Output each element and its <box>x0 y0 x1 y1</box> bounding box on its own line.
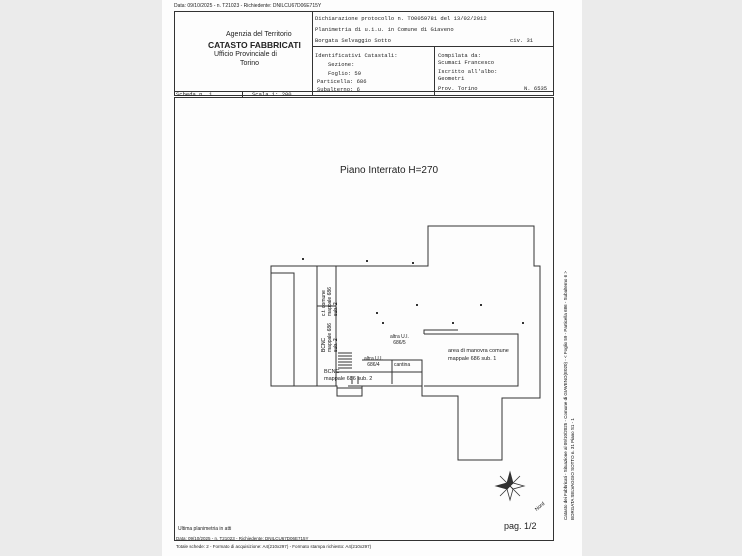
label-cantina: cantina <box>394 362 411 368</box>
compiler-label: Compilata da: <box>438 52 481 59</box>
register-label: Iscritto all'albo: <box>438 68 498 75</box>
floor-plan-drawing <box>162 0 582 556</box>
sheet-scale: Scala 1: 200 <box>252 91 292 98</box>
label-other-unit-5: altra U.I. 686/5 <box>390 334 409 346</box>
cadastral-foglio: Foglio: 59 <box>328 70 362 77</box>
declaration-protocol: Dichiarazione protocollo n. TO0059781 del 13/02/2012 <box>315 15 487 22</box>
office-agency: Agenzia del Territorio <box>226 31 292 38</box>
page-indicator: pag. 1/2 <box>504 521 537 531</box>
office-city: Torino <box>240 60 260 67</box>
office-catasto: CATASTO FABBRICATI <box>208 40 301 50</box>
province: Prov. Torino <box>438 85 478 92</box>
cadastral-particella: Particella: 686 <box>317 78 367 85</box>
register-value: Geometri <box>438 75 465 82</box>
side-text: Catasto dei Fabbricati - Situazione al 09/10/2025 - Comune di GIAVENO(E020) - < Foglio 59 - Particella 686 - Subalterno 6 > BORGATA SELVAGGIO SOTTO n. 31 Piano S1 - 1 <box>563 270 575 520</box>
north-label: Nord <box>534 501 547 513</box>
cadastral-header: Identificativi Catastali: <box>315 52 398 59</box>
bottom-stamp-line1: Data: 09/10/2025 - n. T21023 - Richiedente: DNILCU67D06E715Y <box>176 536 309 541</box>
plan-stair-area <box>271 273 294 386</box>
declaration-address: Borgata Selvaggio Sotto <box>315 37 391 44</box>
register-number: N. 6535 <box>524 85 548 92</box>
bottom-stamp-line2: Totale schede: 2 - Formato di acquisizione: A4(210x297) - Formato stampa richiesto: A4(210x297) <box>176 544 372 549</box>
declaration-civ: civ. 31 <box>510 37 534 44</box>
compiler-name: Scumaci Francesco <box>438 59 495 66</box>
label-bcnc-horizontal: BCNC mappale 686 sub. 2 <box>324 369 373 382</box>
cadastral-subalterno: Subalterno: 6 <box>317 86 360 93</box>
label-bcnc-vertical: BCNC mappale 686 sub. 2 <box>321 323 339 352</box>
north-arrow-icon <box>496 472 524 500</box>
plan-stairs <box>338 353 352 368</box>
label-maneuver-area: area di manovra comune mappale 686 sub. 1 <box>448 348 509 362</box>
top-stamp: Data: 09/10/2025 - n. T21023 - Richiedente: DNILCU67D06E715Y <box>174 3 322 9</box>
cadastral-sezione: Sezione: <box>328 61 355 68</box>
office-provincial: Ufficio Provinciale di <box>214 51 277 58</box>
label-other-unit-4: altra U.I. 686/4 <box>364 356 383 368</box>
plan-title: Piano Interrato H=270 <box>340 165 439 176</box>
declaration-planimetry: Planimetria di u.i.u. in Comune di Giaveno <box>315 26 454 33</box>
footer-note: Ultima planimetria in atti <box>178 526 232 532</box>
cadastral-plan-sheet <box>162 0 582 556</box>
label-common-corridor: c.t. comune mappale 686 sub. 2 <box>321 287 339 316</box>
sheet-number: Scheda n. 1 <box>176 91 213 98</box>
